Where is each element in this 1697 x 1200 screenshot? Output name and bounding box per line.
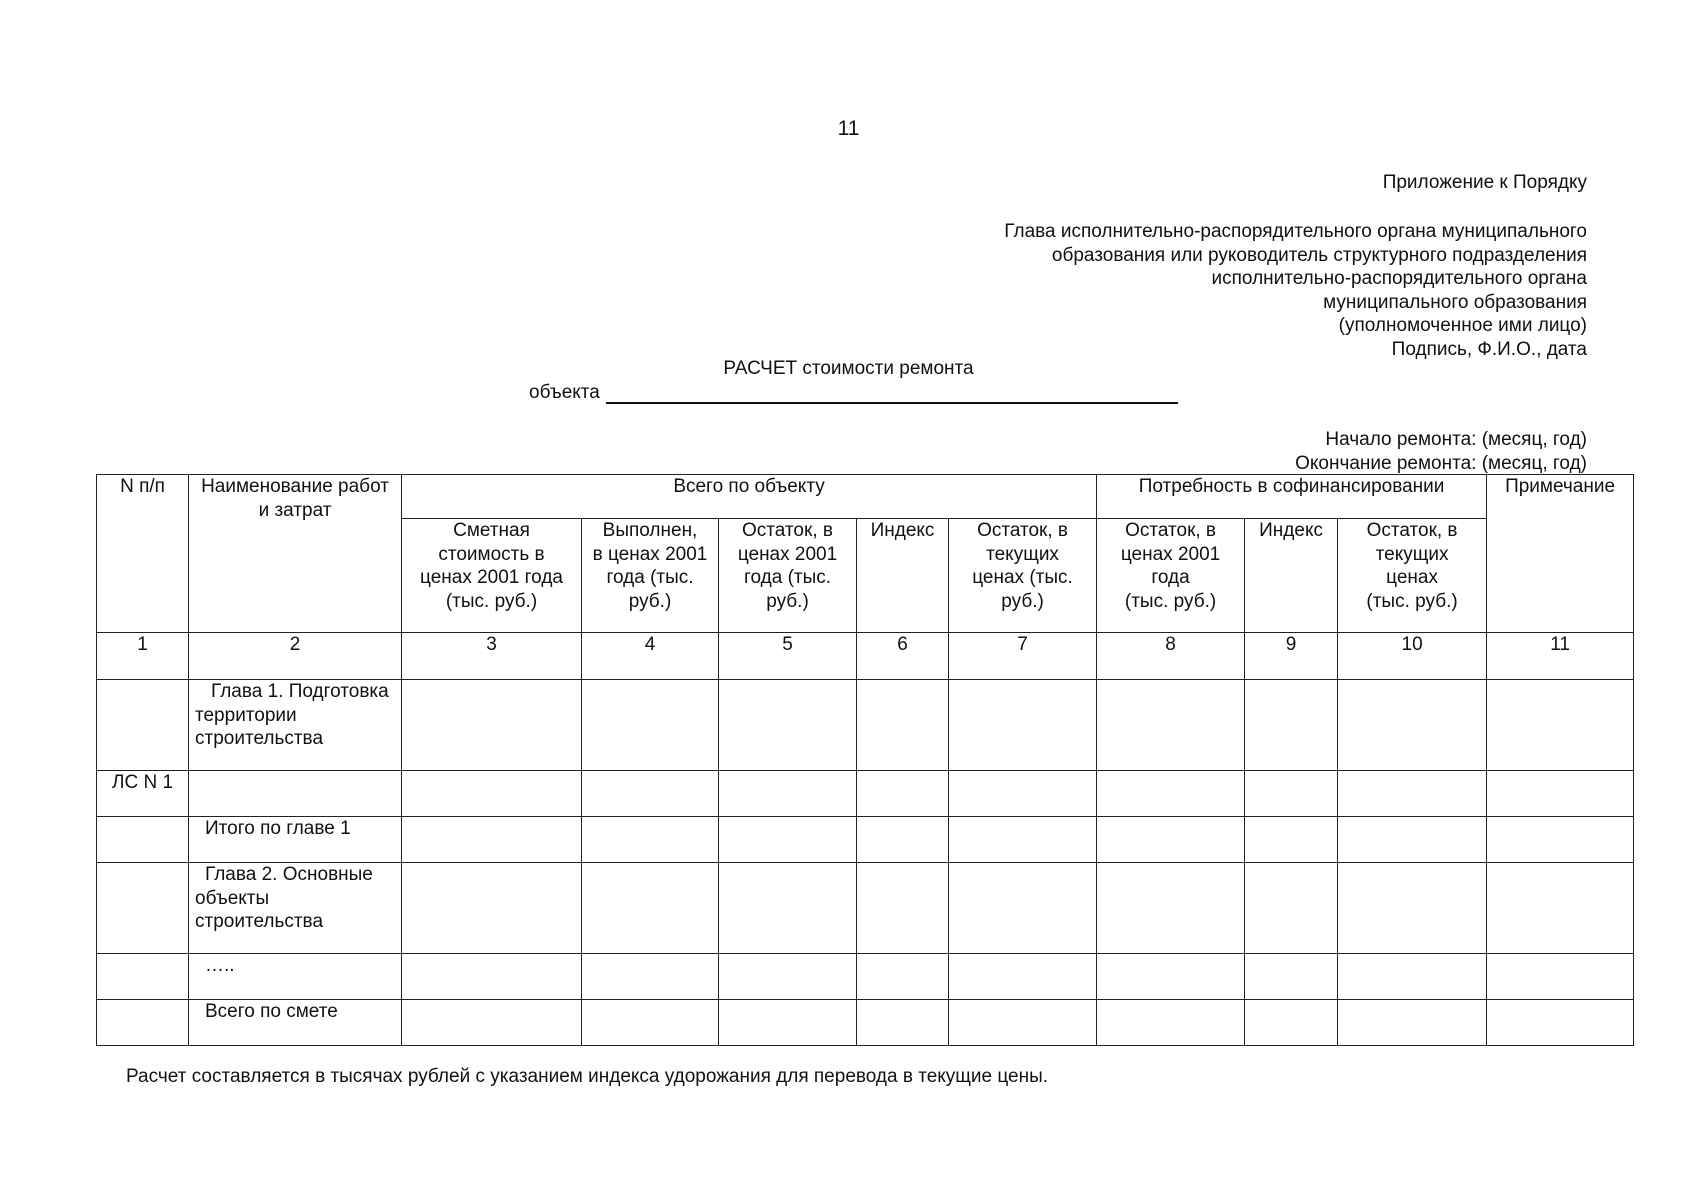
table-row — [97, 954, 1634, 1000]
approval-line: Глава исполнительно-распорядительного органа муниципального — [1004, 221, 1587, 242]
document-title: РАСЧЕТ стоимости ремонта — [723, 358, 974, 379]
header-total: Всего по объекту — [402, 475, 1097, 519]
page-number: 11 — [837, 117, 860, 140]
column-number: 11 — [1487, 633, 1634, 680]
subheader-index: Индекс — [857, 519, 949, 633]
subheader-remainder-2001: Остаток, в ценах 2001 года (тыс. руб.) — [719, 519, 857, 633]
object-label: объекта — [529, 382, 600, 403]
table-row — [97, 680, 1634, 771]
column-number: 1 — [97, 633, 189, 680]
approval-line: исполнительно-распорядительного органа — [1211, 268, 1587, 289]
row-num — [97, 1000, 189, 1046]
subheader-remainder-current: Остаток, в текущих ценах (тыс. руб.) — [949, 519, 1097, 633]
row-num: ЛС N 1 — [97, 771, 189, 817]
header-num: N п/п — [97, 475, 189, 633]
approval-line: (уполномоченное ими лицо) — [1338, 315, 1587, 336]
header-note: Примечание — [1487, 475, 1634, 633]
repair-end: Окончание ремонта: (месяц, год) — [1295, 452, 1587, 474]
table-row — [97, 771, 1634, 817]
column-number: 8 — [1097, 633, 1245, 680]
header-cofinancing: Потребность в софинансировании — [1097, 475, 1487, 519]
footnote: Расчет составляется в тысячах рублей с указанием индекса удорожания для перевода в текущие цены. — [126, 1066, 1049, 1087]
row-num — [97, 680, 189, 771]
approval-line: муниципального образования — [1323, 291, 1587, 313]
column-number: 6 — [857, 633, 949, 680]
row-name: ….. — [189, 954, 402, 1000]
subheader-cof-index: Индекс — [1245, 519, 1338, 633]
approval-line: Подпись, Ф.И.О., дата — [1391, 338, 1587, 360]
column-number: 4 — [582, 633, 719, 680]
subheader-estimate: Сметная стоимость в ценах 2001 года (тыс. руб.) — [402, 519, 582, 633]
column-number: 3 — [402, 633, 582, 680]
row-name — [189, 771, 402, 817]
subheader-cof-remainder-2001: Остаток, в ценах 2001 года (тыс. руб.) — [1097, 519, 1245, 633]
header-row — [97, 475, 1634, 519]
cost-table — [96, 474, 1634, 1046]
table-row — [97, 863, 1634, 954]
appendix-label: Приложение к Порядку — [1382, 172, 1587, 193]
table-row — [97, 1000, 1634, 1046]
column-number: 2 — [189, 633, 402, 680]
column-numbers-row — [97, 633, 1634, 680]
header-name: Наименование работ и затрат — [189, 475, 402, 633]
row-num — [97, 954, 189, 1000]
subheader-done: Выполнен, в ценах 2001 года (тыс. руб.) — [582, 519, 719, 633]
subheader-cof-remainder-current: Остаток, в текущих ценах (тыс. руб.) — [1338, 519, 1487, 633]
column-number: 5 — [719, 633, 857, 680]
row-name: Глава 2. Основные объекты строительства — [189, 863, 402, 954]
column-number: 7 — [949, 633, 1097, 680]
approval-block — [1004, 220, 1587, 361]
row-name: Глава 1. Подготовка территории строительства — [189, 680, 402, 771]
repair-dates — [1295, 428, 1587, 475]
row-num — [97, 863, 189, 954]
table-row — [97, 817, 1634, 863]
column-number: 10 — [1338, 633, 1487, 680]
approval-line: образования или руководитель структурного подразделения — [1051, 244, 1587, 266]
row-name: Всего по смете — [189, 1000, 402, 1046]
column-number: 9 — [1245, 633, 1338, 680]
row-num — [97, 817, 189, 863]
object-field — [529, 382, 1178, 404]
object-blank-line — [606, 384, 1178, 404]
repair-start: Начало ремонта: (месяц, год) — [1325, 429, 1587, 450]
row-name: Итого по главе 1 — [189, 817, 402, 863]
